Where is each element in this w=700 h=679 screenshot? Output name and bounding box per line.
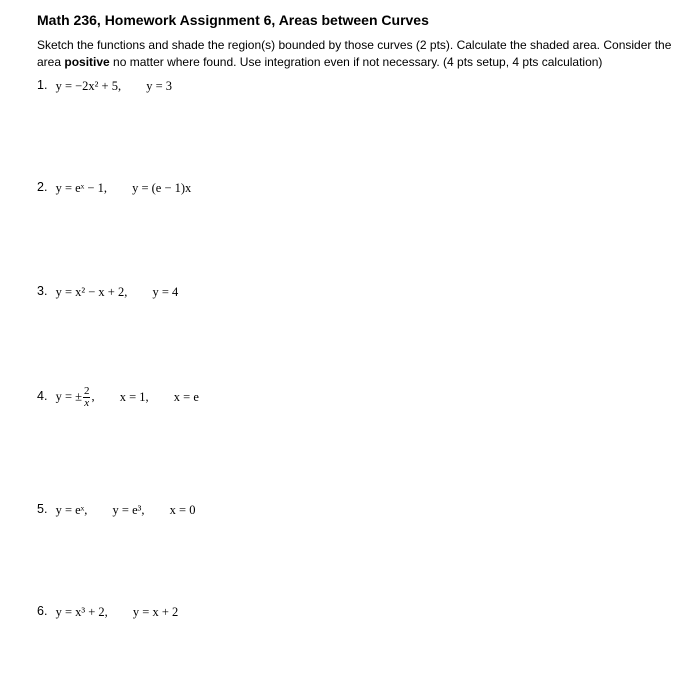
equation: x = e [173,390,199,404]
equation [56,386,95,409]
problem-5 [37,502,217,518]
equation: x = 1, [119,390,149,404]
equation: y = 4 [152,284,179,299]
problem-number: 5. [37,502,48,516]
fraction-numerator: 2 [83,385,90,397]
equation: y = −2x² + 5, [55,78,122,93]
equation: y = 3 [146,78,173,93]
fraction-denominator: x [84,397,90,409]
problem-1 [37,78,194,94]
problem-4 [37,386,221,409]
fraction [83,386,91,409]
instructions-bold: positive [64,55,110,69]
instructions-text-1: Sketch the functions and shade the region(s) bounded by those curves (2 pts). Calculate the shaded area. Consider the area [37,38,672,69]
problem-number: 2. [37,180,48,194]
equation: x = 0 [169,502,196,517]
equation: y = eˣ, [55,502,88,517]
equation: y = x + 2 [132,604,179,619]
equation-trail: , [91,389,95,404]
problem-number: 3. [37,284,48,298]
problem-number: 4. [37,389,48,404]
page-title: Math 236, Homework Assignment 6, Areas between Curves [37,12,429,28]
equation: y = (e − 1)x [132,180,192,195]
problem-3 [37,284,200,300]
problem-6 [37,604,200,620]
equation: y = e³, [112,502,145,517]
equation: y = eˣ − 1, [55,180,107,195]
equation: y = x² − x + 2, [55,284,128,299]
instructions [37,37,692,71]
equation: y = x³ + 2, [55,604,108,619]
equation-lead: y = ± [55,389,82,404]
problem-2 [37,180,213,196]
instructions-text-2: no matter where found. Use integration even if not necessary. (4 pts setup, 4 pts calculation) [109,55,603,69]
problem-number: 1. [37,78,48,92]
problem-number: 6. [37,604,48,618]
